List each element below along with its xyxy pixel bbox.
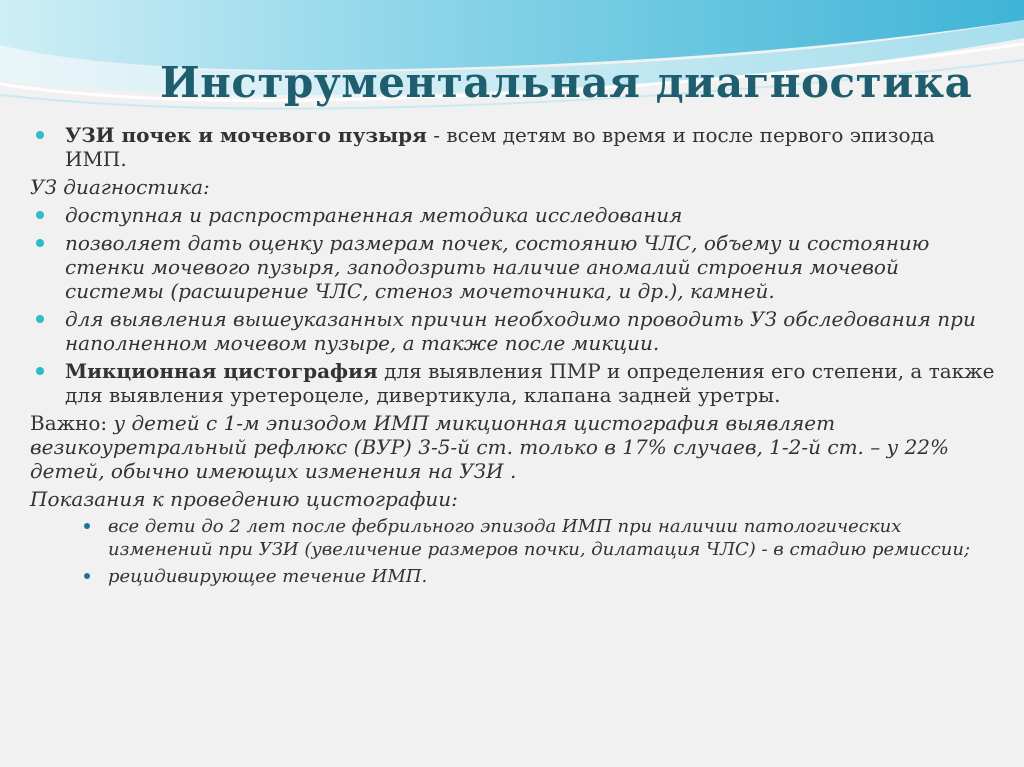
bullet-item-4 [30, 307, 1000, 355]
sub-bullet-dot-icon [84, 523, 90, 529]
sub-bullet-dot-icon [84, 573, 90, 579]
bullet-dot-icon [36, 315, 44, 323]
bullet-3-text: позволяет дать оценку размерам почек, состоянию ЧЛС, объему и состоянию стенки мочевого пузыря, заподозрить наличие аномалий строения мочевой системы (расширение ЧЛС, стеноз мочеточника, и др.), камней. [65, 231, 930, 303]
important-text: у детей с 1-м эпизодом ИМП микционная цистография выявляет везикоуретральный рефлюкс (ВУР) 3-5-й ст. только в 17% случаев, 1-2-й ст. – у 22% детей, обычно имеющих изменения на УЗИ . [30, 411, 950, 483]
sub-bullet-2-text: рецидивирующее течение ИМП. [108, 566, 428, 587]
sub-bullet-item-1 [30, 515, 1000, 561]
bullet-5-text: для выявления ПМР и определения его степени, а также для выявления уретероцеле, дивертикула, клапана задней уретры. [65, 359, 995, 407]
important-lead: Важно: [30, 411, 108, 435]
bullet-dot-icon [36, 239, 44, 247]
uz-diagnostics-heading: УЗ диагностика: [30, 175, 210, 199]
bullet-dot-icon [36, 211, 44, 219]
important-note [30, 411, 1000, 483]
bullet-4-text: для выявления вышеуказанных причин необходимо проводить УЗ обследования при наполненном мочевом пузыре, а также после микции. [65, 307, 976, 355]
slide-content [30, 123, 1000, 592]
bullet-dot-icon [36, 367, 44, 375]
bullet-item-1 [30, 123, 1000, 171]
bullet-item-3 [30, 231, 1000, 303]
bullet-item-5 [30, 359, 1000, 407]
bullet-1-text: - всем детям во время и после первого эпизода ИМП. [65, 123, 935, 171]
slide-title: Инструментальная диагностика [160, 58, 973, 107]
bullet-2-text: доступная и распространенная методика исследования [65, 203, 683, 227]
bullet-item-2 [30, 203, 1000, 227]
indications-heading: Показания к проведению цистографии: [30, 487, 458, 511]
sub-bullet-item-2 [30, 565, 1000, 588]
bullet-1-bold: УЗИ почек и мочевого пузыря [65, 123, 427, 147]
bullet-5-bold: Микционная цистография [65, 359, 378, 383]
sub-bullet-1-text: все дети до 2 лет после фебрильного эпизода ИМП при наличии патологических изменений при УЗИ (увеличение размеров почки, дилатация ЧЛС) - в стадию ремиссии; [108, 516, 971, 560]
bullet-dot-icon [36, 131, 44, 139]
